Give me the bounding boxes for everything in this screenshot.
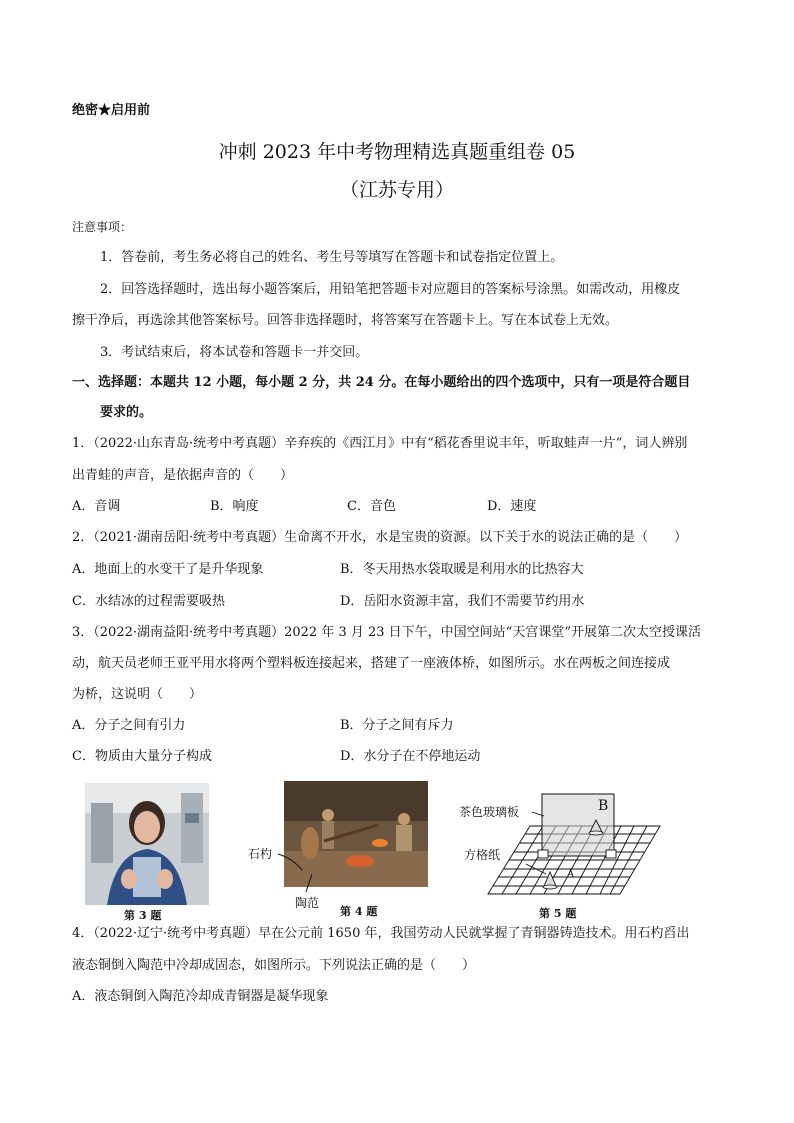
q3-stem-3: 为桥，这说明（ ） (72, 687, 203, 702)
figure-3-caption: 第 3 题 (124, 909, 162, 922)
figure-5-label-b: B (598, 798, 609, 814)
figure-5-label-grid: 方格纸 (464, 848, 501, 862)
secret-label: 绝密★启用前 (72, 103, 151, 118)
note-1: 1．答卷前，考生务必将自己的姓名、考生号等填写在答题卡和试卷指定位置上。 (100, 250, 564, 265)
page-subtitle: （江苏专用） (339, 179, 454, 201)
q2-option-c: C．水结冰的过程需要吸热 (72, 594, 225, 609)
q1-option-a: A．音调 (72, 499, 121, 514)
q3-stem-2: 动，航天员老师王亚平用水将两个塑料板连接起来，搭建了一座液体桥，如图所示。水在两板之间连接成 (72, 656, 671, 671)
figure-4-caption: 第 4 题 (340, 905, 378, 918)
page-title: 冲刺 2023 年中考物理精选真题重组卷 05 (218, 141, 576, 163)
section-heading-cont: 要求的。 (100, 405, 153, 420)
note-2a: 2．回答选择题时，选出每小题答案后，用铅笔把答题卡对应题目的答案标号涂黑。如需改动，用橡皮 (100, 282, 681, 297)
q1-option-b: B．响度 (210, 499, 259, 514)
figure-4-leader-lines (268, 848, 328, 898)
q1-option-d: D．速度 (487, 499, 537, 514)
note-2b: 擦干净后，再选涂其他答案标号。回答非选择题时，将答案写在答题卡上。写在本试卷上无效。 (72, 313, 619, 328)
q3-option-d: D．水分子在不停地运动 (340, 749, 481, 764)
q2-option-a: A．地面上的水变干了是升华现象 (72, 562, 264, 577)
section-heading: 一、选择题：本题共 12 小题，每小题 2 分，共 24 分。在每小题给出的四个选项中，只有一项是符合题目 (72, 375, 691, 390)
figure-5-caption: 第 5 题 (539, 907, 577, 920)
figure-4-label-taofan: 陶范 (295, 896, 320, 910)
q3-stem-1: 3．（2022·湖南益阳·统考中考真题）2022 年 3 月 23 日下午，中国空间站“天宫课堂”开展第二次太空授课活 (72, 625, 701, 640)
q3-option-a: A．分子之间有引力 (72, 718, 186, 733)
note-3: 3．考试结束后，将本试卷和答题卡一并交回。 (100, 345, 369, 360)
q2-option-b: B．冬天用热水袋取暖是利用水的比热容大 (340, 562, 584, 577)
figure-3-photo (85, 783, 209, 905)
figure-4-label-shishao: 石杓 (248, 847, 273, 861)
q2-option-d: D．岳阳水资源丰富，我们不需要节约用水 (340, 594, 585, 609)
q3-option-b: B．分子之间有斥力 (340, 718, 454, 733)
q4-option-a: A．液态铜倒入陶范冷却成青铜器是凝华现象 (72, 989, 329, 1004)
notes-heading: 注意事项： (72, 220, 133, 234)
q3-option-c: C．物质由大量分子构成 (72, 749, 212, 764)
q1-stem-1: 1．（2022·山东青岛·统考中考真题）辛弃疾的《西江月》中有“稻花香里说丰年，听取蛙声一片”，词人辨别 (72, 436, 688, 451)
q4-stem-2: 液态铜倒入陶范中冷却成固态，如图所示。下列说法正确的是（ ） (72, 958, 476, 973)
q2-stem-1: 2．（2021·湖南岳阳·统考中考真题）生命离不开水，水是宝贵的资源。以下关于水的说法正确的是（ ） (72, 530, 688, 545)
figure-5-label-glass: 茶色玻璃板 (459, 805, 520, 819)
figure-5-label-a: A (567, 869, 575, 880)
q1-option-c: C．音色 (347, 499, 396, 514)
q4-stem-1: 4．（2022·辽宁·统考中考真题）早在公元前 1650 年，我国劳动人民就掌握了青铜器铸造技术。用石杓舀出 (72, 926, 690, 941)
q1-stem-2: 出青蛙的声音，是依据声音的（ ） (72, 468, 294, 483)
